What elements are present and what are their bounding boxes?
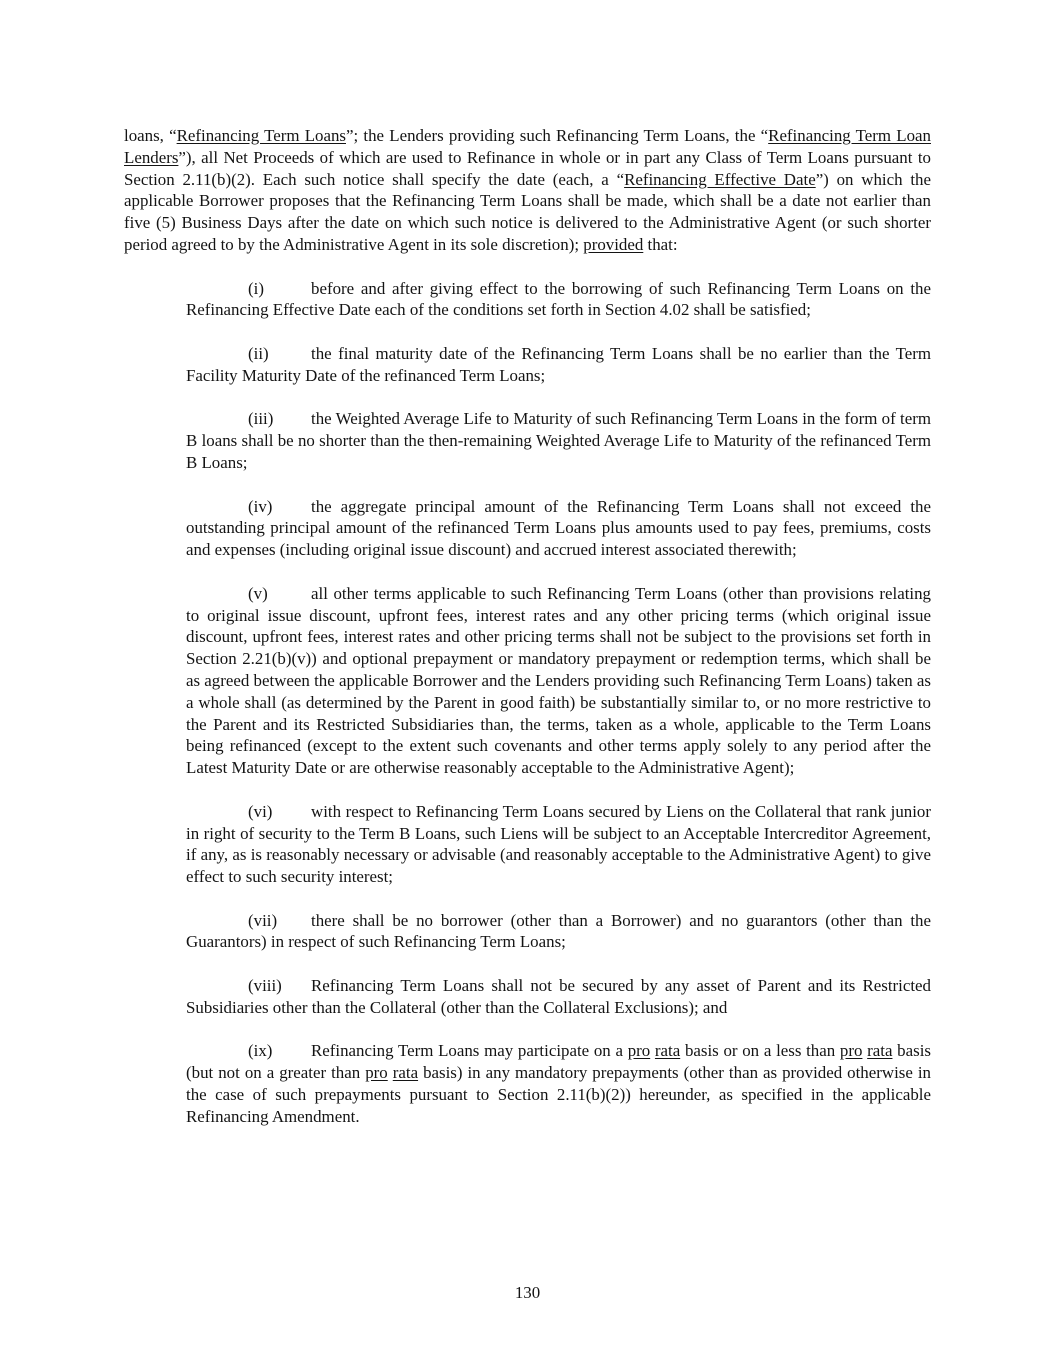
defined-term-refinancing-term-loan-lenders: Refinancing Term Loan Lenders	[124, 126, 931, 167]
intro-text: that:	[643, 234, 678, 254]
term-rata: rata	[867, 1041, 893, 1061]
clause-text: there shall be no borrower (other than a Borrower) and no guarantors (other than the Guarantors) in respect of such Refinancing Term Loans;	[186, 910, 931, 952]
clause-number: (viii)	[248, 976, 282, 996]
defined-term-refinancing-effective-date: Refinancing Effective Date	[624, 169, 816, 189]
clause-text: before and after giving effect to the borrowing of such Refinancing Term Loans on the Refinancing Effective Date each of the conditions set forth in Section 4.02 shall be satisfied;	[186, 278, 931, 320]
clause-text: the aggregate principal amount of the Refinancing Term Loans shall not exceed the outstanding principal amount of the refinanced Term Loans plus amounts used to pay fees, premiums, costs and expenses (including original issue discount) and accrued interest associated therewith;	[186, 496, 931, 560]
term-pro: pro	[627, 1041, 651, 1061]
clause-number: (ix)	[248, 1041, 273, 1061]
term-provided: provided	[583, 234, 644, 254]
intro-text: ”; the Lenders providing such Refinancing Term Loans, the “	[345, 126, 769, 145]
clause-iv	[186, 496, 931, 561]
term-pro: pro	[365, 1063, 388, 1083]
clause-vi	[186, 801, 931, 888]
clause-number: (vi)	[248, 801, 273, 821]
clause-text: Refinancing Term Loans shall not be secured by any asset of Parent and its Restricted Subsidiaries other than the Collateral (other than the Collateral Exclusions); and	[186, 976, 931, 1017]
clause-ix	[186, 1040, 931, 1127]
clause-number: (ii)	[248, 343, 269, 363]
clause-number: (v)	[248, 583, 268, 603]
clause-number: (iii)	[248, 409, 274, 429]
clause-text: basis) in any mandatory prepayments (other than as provided otherwise in the case of such prepayments pursuant to Section 2.11(b)(2)) hereunder, as specified in the applicable Refinancing Amendment.	[186, 1063, 931, 1126]
clause-text: all other terms applicable to such Refinancing Term Loans (other than provisions relating to original issue discount, upfront fees, interest rates and any other pricing terms (which original issue discount, upfront fees, interest rates and other pricing terms shall not be subject to the provisions set forth in Section 2.21(b)(v)) and optional prepayment or mandatory prepayment or redemption terms, which shall be as agreed between the applicable Borrower and the Lenders providing such Refinancing Term Loans) taken as a whole shall (as determined by the Parent in good faith) be substantially similar to, or no more restrictive to the Parent and its Restricted Subsidiaries than, the terms, taken as a whole, applicable to the Term Loans being refinanced (except to the extent such covenants and other terms apply solely to any period after the Latest Maturity Date or are otherwise reasonably acceptable to the Administrative Agent);	[186, 583, 931, 778]
intro-text: loans, “	[124, 126, 177, 145]
intro-text: ”), all Net Proceeds of which are used to Refinance in whole or in part any Class of Term Loans pursuant to Section 2.11(b)(2). Each such notice shall specify the date (each, a “	[124, 147, 931, 189]
clause-text: with respect to Refinancing Term Loans secured by Liens on the Collateral that rank junior in right of security to the Term B Loans, such Liens will be subject to an Acceptable Intercreditor Agreement, if any, as is reasonably necessary or advisable (and reasonably acceptable to the Administrative Agent) to give effect to such security interest;	[186, 801, 931, 887]
clause-text: basis or on a less than	[680, 1041, 840, 1061]
defined-term-refinancing-term-loans: Refinancing Term Loans	[176, 126, 346, 145]
term-rata: rata	[654, 1041, 681, 1061]
clause-ii	[186, 343, 931, 387]
clause-viii	[186, 975, 931, 1019]
term-pro: pro	[839, 1041, 863, 1061]
clause-text: the final maturity date of the Refinancing Term Loans shall be no earlier than the Term Facility Maturity Date of the refinanced Term Loans;	[186, 343, 931, 385]
clause-iii	[186, 408, 931, 473]
clause-v	[186, 583, 931, 779]
clause-text: the Weighted Average Life to Maturity of such Refinancing Term Loans in the form of term B loans shall be no shorter than the then-remaining Weighted Average Life to Maturity of the refinanced Term B Loans;	[186, 409, 931, 472]
clause-i	[186, 278, 931, 322]
clause-vii	[186, 910, 931, 954]
clause-number: (iv)	[248, 496, 273, 516]
document-body	[124, 125, 931, 1149]
clause-number: (vii)	[248, 910, 278, 930]
intro-text: ”) on which the applicable Borrower proposes that the Refinancing Term Loans shall be made, which shall be a date not earlier than five (5) Business Days after the date on which such notice is delivered to the Administrative Agent (or such shorter period agreed to by the Administrative Agent in its sole discretion);	[124, 169, 931, 254]
intro-paragraph	[124, 125, 931, 256]
clause-text: basis (but not on a greater than	[186, 1041, 931, 1083]
term-rata: rata	[392, 1063, 419, 1083]
clause-number: (i)	[248, 278, 264, 298]
clause-text: Refinancing Term Loans may participate on a	[311, 1041, 628, 1061]
page-number: 130	[514, 1283, 541, 1302]
